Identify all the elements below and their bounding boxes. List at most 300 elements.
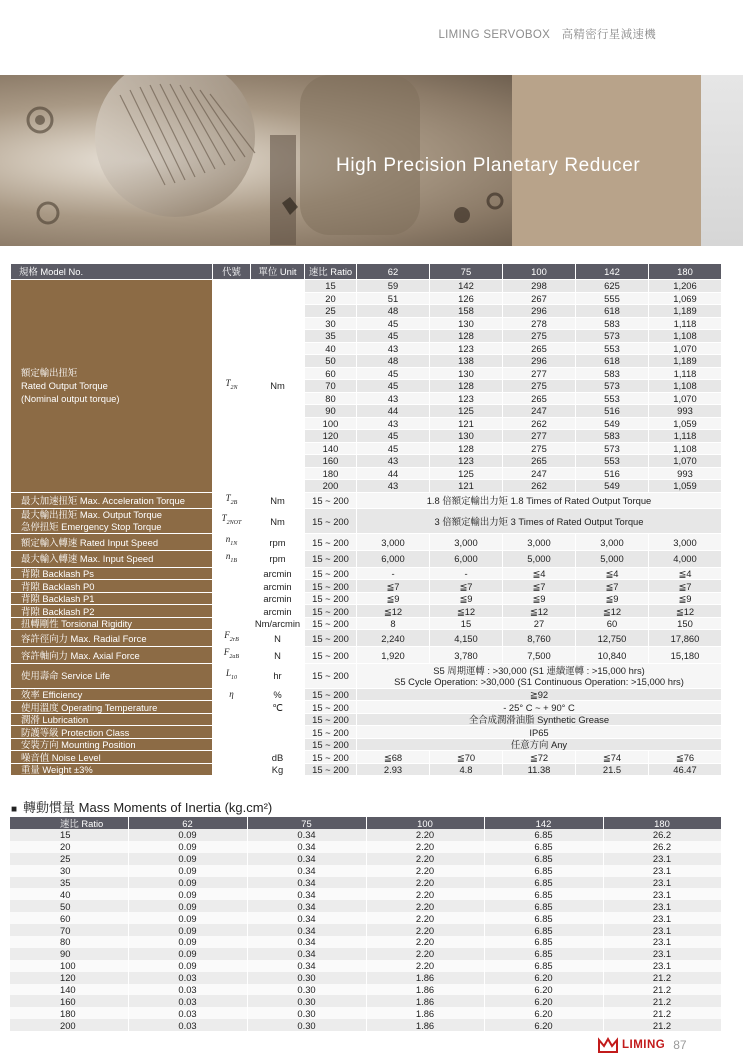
spec-value: - <box>430 567 503 580</box>
inertia-cell: 120 <box>10 972 128 984</box>
inertia-cell: 0.09 <box>128 948 247 960</box>
spec-unit: rpm <box>251 534 305 551</box>
ratio-cell: 15 ~ 200 <box>305 492 357 509</box>
torque-value: 516 <box>576 405 649 418</box>
torque-value: 275 <box>503 330 576 343</box>
torque-value: 121 <box>430 480 503 493</box>
service-life-value: S5 周期運轉 : >30,000 (S1 連續運轉 : >15,000 hrs) S5 Cycle Operation: >30,000 (S1 Continuous Operation: >15,000 hrs) <box>357 663 722 688</box>
inertia-row <box>10 960 721 972</box>
spec-value: 3,780 <box>430 647 503 664</box>
summary-symbol <box>213 738 251 751</box>
torque-value: 265 <box>503 392 576 405</box>
ratio-cell: 200 <box>305 480 357 493</box>
inertia-cell: 0.03 <box>128 1019 247 1031</box>
torque-value: 1,070 <box>649 455 722 468</box>
accel-unit: Nm <box>251 492 305 509</box>
torque-value: 1,189 <box>649 355 722 368</box>
torque-value: 125 <box>430 467 503 480</box>
col-model: 規格 Model No. <box>11 264 213 280</box>
spec-label: 容許軸向力 Max. Axial Force <box>11 647 213 664</box>
torque-value: 573 <box>576 442 649 455</box>
inertia-cell: 1.86 <box>366 984 484 996</box>
torque-value: 125 <box>430 405 503 418</box>
spec-value: ≦4 <box>576 567 649 580</box>
ratio-cell: 40 <box>305 342 357 355</box>
weight-value: 21.5 <box>576 763 649 776</box>
ratio-cell: 50 <box>305 355 357 368</box>
inertia-cell: 1.86 <box>366 1019 484 1031</box>
summary-row <box>11 701 722 714</box>
torque-value: 43 <box>357 392 430 405</box>
inertia-cell: 2.20 <box>366 829 484 841</box>
inertia-cell: 2.20 <box>366 924 484 936</box>
inertia-col-header: 75 <box>247 817 366 829</box>
ratio-cell: 160 <box>305 455 357 468</box>
ratio-cell: 15 ~ 200 <box>305 551 357 568</box>
summary-value: 全合成潤滑油脂 Synthetic Grease <box>357 713 722 726</box>
summary-row <box>11 738 722 751</box>
spec-value: 150 <box>649 617 722 630</box>
torque-value: 45 <box>357 442 430 455</box>
inertia-cell: 20 <box>10 841 128 853</box>
page-footer <box>598 1037 687 1053</box>
spec-value: 17,860 <box>649 630 722 647</box>
spec-unit: arcmin <box>251 592 305 605</box>
torque-value: 128 <box>430 330 503 343</box>
spec-label: 容許徑向力 Max. Radial Force <box>11 630 213 647</box>
torque-value: 123 <box>430 392 503 405</box>
torque-value: 265 <box>503 342 576 355</box>
inertia-cell: 15 <box>10 829 128 841</box>
inertia-cell: 23.1 <box>603 865 721 877</box>
inertia-col-header: 180 <box>603 817 721 829</box>
inertia-row <box>10 829 721 841</box>
torque-value: 138 <box>430 355 503 368</box>
weight-value: 2.93 <box>357 763 430 776</box>
spec-value: ≦4 <box>649 567 722 580</box>
torque-unit: Nm <box>251 280 305 493</box>
spec-value: 27 <box>503 617 576 630</box>
spec-value: 60 <box>576 617 649 630</box>
torque-value: 1,108 <box>649 442 722 455</box>
ratio-cell: 140 <box>305 442 357 455</box>
inertia-cell: 0.09 <box>128 841 247 853</box>
inertia-row <box>10 924 721 936</box>
inertia-cell: 50 <box>10 900 128 912</box>
inertia-cell: 6.85 <box>484 865 603 877</box>
noise-row <box>11 751 722 764</box>
ratio-cell: 120 <box>305 430 357 443</box>
header-brand: LIMING SERVOBOX <box>438 29 551 41</box>
inertia-cell: 0.34 <box>247 829 366 841</box>
inertia-cell: 23.1 <box>603 900 721 912</box>
spec-value: ≦12 <box>576 605 649 618</box>
spec-value: ≦4 <box>503 567 576 580</box>
inertia-cell: 0.09 <box>128 865 247 877</box>
inertia-cell: 2.20 <box>366 853 484 865</box>
rated-torque-label: 額定輸出扭矩 Rated Output Torque (Nominal output torque) <box>11 280 213 493</box>
noise-value: ≦72 <box>503 751 576 764</box>
spec-symbol: $n_{1N}$ <box>213 534 251 551</box>
inertia-cell: 2.20 <box>366 900 484 912</box>
torque-row <box>11 280 722 293</box>
spec-unit: N <box>251 630 305 647</box>
col-code: 代號 <box>213 264 251 280</box>
spec-label: 背隙 Backlash Ps <box>11 567 213 580</box>
torque-value: 553 <box>576 455 649 468</box>
summary-symbol <box>213 726 251 739</box>
inertia-cell: 35 <box>10 877 128 889</box>
banner-edge <box>701 75 743 246</box>
spec-value: ≦12 <box>430 605 503 618</box>
torque-value: 48 <box>357 355 430 368</box>
inertia-cell: 23.1 <box>603 888 721 900</box>
torque-value: 993 <box>649 467 722 480</box>
spec-value: 4,000 <box>649 551 722 568</box>
inertia-cell: 23.1 <box>603 948 721 960</box>
inertia-cell: 30 <box>10 865 128 877</box>
spec-value: ≦12 <box>649 605 722 618</box>
spec-value: 6,000 <box>357 551 430 568</box>
inertia-cell: 0.34 <box>247 948 366 960</box>
inertia-cell: 80 <box>10 936 128 948</box>
summary-symbol <box>213 701 251 714</box>
inertia-cell: 23.1 <box>603 936 721 948</box>
ratio-cell: 80 <box>305 392 357 405</box>
torque-value: 618 <box>576 305 649 318</box>
spec-row <box>11 551 722 568</box>
ratio-cell: 15 ~ 200 <box>305 580 357 593</box>
weight-symbol <box>213 763 251 776</box>
inertia-cell: 6.20 <box>484 972 603 984</box>
max-output-label: 最大輸出扭矩 Max. Output Torque 急停扭矩 Emergency Stop Torque <box>11 509 213 534</box>
spec-value: 5,000 <box>503 551 576 568</box>
spec-label: 背隙 Backlash P0 <box>11 580 213 593</box>
summary-value: - 25° C ~ + 90° C <box>357 701 722 714</box>
inertia-cell: 0.09 <box>128 936 247 948</box>
col-ratio: 速比 Ratio <box>305 264 357 280</box>
spec-table <box>10 263 722 776</box>
inertia-cell: 2.20 <box>366 877 484 889</box>
inertia-row <box>10 972 721 984</box>
spec-value: ≦7 <box>357 580 430 593</box>
ratio-cell: 15 ~ 200 <box>305 738 357 751</box>
summary-row <box>11 726 722 739</box>
inertia-cell: 0.30 <box>247 995 366 1007</box>
torque-value: 44 <box>357 467 430 480</box>
summary-value: 任意方向 Any <box>357 738 722 751</box>
ratio-cell: 15 ~ 200 <box>305 763 357 776</box>
col-model-size: 75 <box>430 264 503 280</box>
ratio-cell: 15 ~ 200 <box>305 701 357 714</box>
inertia-cell: 160 <box>10 995 128 1007</box>
spec-value: 3,000 <box>576 534 649 551</box>
inertia-col-header: 142 <box>484 817 603 829</box>
square-bullet-icon: ■ <box>11 804 18 815</box>
inertia-cell: 70 <box>10 924 128 936</box>
inertia-cell: 0.34 <box>247 853 366 865</box>
inertia-cell: 23.1 <box>603 924 721 936</box>
service-life-row <box>11 663 722 688</box>
inertia-cell: 0.03 <box>128 995 247 1007</box>
ratio-cell: 15 ~ 200 <box>305 509 357 534</box>
inertia-col-header: 62 <box>128 817 247 829</box>
inertia-cell: 21.2 <box>603 984 721 996</box>
inertia-cell: 0.09 <box>128 924 247 936</box>
torque-value: 553 <box>576 342 649 355</box>
ratio-cell: 15 ~ 200 <box>305 617 357 630</box>
summary-label: 防護等級 Protection Class <box>11 726 213 739</box>
torque-value: 583 <box>576 430 649 443</box>
accel-row <box>11 492 722 509</box>
torque-value: 45 <box>357 330 430 343</box>
torque-value: 277 <box>503 367 576 380</box>
spec-row <box>11 567 722 580</box>
inertia-cell: 180 <box>10 1007 128 1019</box>
summary-unit <box>251 713 305 726</box>
ratio-cell: 25 <box>305 305 357 318</box>
inertia-cell: 0.34 <box>247 924 366 936</box>
torque-value: 1,108 <box>649 330 722 343</box>
inertia-cell: 1.86 <box>366 972 484 984</box>
spec-value: ≦7 <box>576 580 649 593</box>
inertia-cell: 60 <box>10 912 128 924</box>
ratio-cell: 15 ~ 200 <box>305 726 357 739</box>
spec-value: ≦9 <box>430 592 503 605</box>
torque-value: 45 <box>357 317 430 330</box>
torque-value: 296 <box>503 305 576 318</box>
spec-row <box>11 647 722 664</box>
inertia-cell: 0.34 <box>247 960 366 972</box>
torque-value: 45 <box>357 430 430 443</box>
inertia-cell: 26.2 <box>603 841 721 853</box>
spec-value: ≦7 <box>503 580 576 593</box>
accel-label: 最大加速扭矩 Max. Acceleration Torque <box>11 492 213 509</box>
col-model-size: 180 <box>649 264 722 280</box>
torque-symbol: $T_{2N}$ <box>213 280 251 493</box>
summary-label: 效率 Efficiency <box>11 688 213 701</box>
inertia-cell: 200 <box>10 1019 128 1031</box>
ratio-cell: 15 ~ 200 <box>305 605 357 618</box>
inertia-row <box>10 888 721 900</box>
torque-value: 993 <box>649 405 722 418</box>
torque-value: 48 <box>357 305 430 318</box>
inertia-cell: 6.85 <box>484 877 603 889</box>
service-life-unit: hr <box>251 663 305 688</box>
inertia-cell: 6.85 <box>484 960 603 972</box>
inertia-col-header: 速比 Ratio <box>10 817 128 829</box>
inertia-cell: 26.2 <box>603 829 721 841</box>
summary-unit <box>251 726 305 739</box>
spec-unit: rpm <box>251 551 305 568</box>
summary-value: ≧92 <box>357 688 722 701</box>
service-life-label: 使用壽命 Service Life <box>11 663 213 688</box>
spec-value: ≦9 <box>357 592 430 605</box>
torque-value: 265 <box>503 455 576 468</box>
noise-unit: dB <box>251 751 305 764</box>
inertia-cell: 2.20 <box>366 865 484 877</box>
max-output-row <box>11 509 722 534</box>
torque-value: 142 <box>430 280 503 293</box>
summary-value: IP65 <box>357 726 722 739</box>
inertia-cell: 6.85 <box>484 841 603 853</box>
inertia-cell: 0.34 <box>247 877 366 889</box>
spec-value: 3,000 <box>430 534 503 551</box>
torque-value: 549 <box>576 480 649 493</box>
accel-value: 1.8 倍額定輸出力矩 1.8 Times of Rated Output Torque <box>357 492 722 509</box>
footer-brand: LIMING <box>622 1039 666 1051</box>
inertia-cell: 2.20 <box>366 912 484 924</box>
ratio-cell: 15 ~ 200 <box>305 647 357 664</box>
torque-value: 43 <box>357 480 430 493</box>
torque-value: 1,118 <box>649 430 722 443</box>
col-model-size: 100 <box>503 264 576 280</box>
torque-value: 549 <box>576 417 649 430</box>
max-output-symbol: $T_{2NOT}$ <box>213 509 251 534</box>
spec-row <box>11 630 722 647</box>
torque-value: 45 <box>357 367 430 380</box>
torque-value: 128 <box>430 442 503 455</box>
spec-value: 3,000 <box>503 534 576 551</box>
torque-value: 275 <box>503 380 576 393</box>
spec-symbol: $F_{2rB}$ <box>213 630 251 647</box>
spec-symbol <box>213 617 251 630</box>
service-life-symbol: $L_{10}$ <box>213 663 251 688</box>
torque-value: 1,118 <box>649 317 722 330</box>
inertia-cell: 0.09 <box>128 960 247 972</box>
spec-value: 1,920 <box>357 647 430 664</box>
summary-row <box>11 713 722 726</box>
ratio-cell: 90 <box>305 405 357 418</box>
col-unit: 單位 Unit <box>251 264 305 280</box>
spec-header-row <box>11 264 722 280</box>
spec-value: ≦12 <box>503 605 576 618</box>
torque-value: 267 <box>503 292 576 305</box>
inertia-cell: 6.20 <box>484 1019 603 1031</box>
inertia-row <box>10 900 721 912</box>
torque-value: 583 <box>576 317 649 330</box>
torque-value: 262 <box>503 480 576 493</box>
spec-symbol <box>213 567 251 580</box>
spec-value: ≦7 <box>649 580 722 593</box>
inertia-cell: 23.1 <box>603 877 721 889</box>
page-header <box>0 26 656 42</box>
weight-value: 46.47 <box>649 763 722 776</box>
spec-value: 12,750 <box>576 630 649 647</box>
torque-value: 1,118 <box>649 367 722 380</box>
torque-value: 1,069 <box>649 292 722 305</box>
inertia-cell: 23.1 <box>603 912 721 924</box>
inertia-cell: 0.03 <box>128 972 247 984</box>
spec-value: 15,180 <box>649 647 722 664</box>
torque-value: 121 <box>430 417 503 430</box>
torque-value: 277 <box>503 430 576 443</box>
summary-unit <box>251 738 305 751</box>
inertia-cell: 0.09 <box>128 900 247 912</box>
inertia-cell: 21.2 <box>603 1007 721 1019</box>
spec-value: 7,500 <box>503 647 576 664</box>
torque-value: 130 <box>430 317 503 330</box>
inertia-row <box>10 853 721 865</box>
ratio-cell: 100 <box>305 417 357 430</box>
torque-value: 126 <box>430 292 503 305</box>
weight-label: 重量 Weight ±3% <box>11 763 213 776</box>
inertia-cell: 0.34 <box>247 936 366 948</box>
spec-value: 6,000 <box>430 551 503 568</box>
banner <box>0 75 701 246</box>
summary-symbol <box>213 713 251 726</box>
torque-value: 45 <box>357 380 430 393</box>
torque-value: 43 <box>357 455 430 468</box>
inertia-cell: 0.34 <box>247 865 366 877</box>
inertia-cell: 0.09 <box>128 829 247 841</box>
spec-value: 8,760 <box>503 630 576 647</box>
spec-symbol <box>213 605 251 618</box>
summary-unit: % <box>251 688 305 701</box>
inertia-cell: 0.09 <box>128 853 247 865</box>
torque-value: 247 <box>503 467 576 480</box>
torque-value: 625 <box>576 280 649 293</box>
spec-symbol: $F_{2aB}$ <box>213 647 251 664</box>
inertia-row <box>10 1019 721 1031</box>
spec-symbol: $n_{1B}$ <box>213 551 251 568</box>
inertia-row <box>10 995 721 1007</box>
inertia-cell: 21.2 <box>603 995 721 1007</box>
ratio-cell: 15 ~ 200 <box>305 663 357 688</box>
weight-row <box>11 763 722 776</box>
torque-value: 296 <box>503 355 576 368</box>
inertia-cell: 6.85 <box>484 924 603 936</box>
torque-value: 555 <box>576 292 649 305</box>
inertia-cell: 1.86 <box>366 1007 484 1019</box>
inertia-cell: 6.85 <box>484 888 603 900</box>
inertia-row <box>10 912 721 924</box>
spec-value: 2,240 <box>357 630 430 647</box>
page-number: 87 <box>673 1038 687 1052</box>
torque-value: 573 <box>576 380 649 393</box>
torque-value: 1,070 <box>649 342 722 355</box>
spec-unit: arcmin <box>251 605 305 618</box>
spec-value: - <box>357 567 430 580</box>
liming-logo-icon <box>598 1037 618 1053</box>
spec-value: 8 <box>357 617 430 630</box>
inertia-row <box>10 877 721 889</box>
inertia-header-row <box>10 817 721 829</box>
max-output-value: 3 倍額定輸出力矩 3 Times of Rated Output Torque <box>357 509 722 534</box>
torque-value: 1,070 <box>649 392 722 405</box>
noise-label: 噪音值 Noise Level <box>11 751 213 764</box>
spec-row <box>11 605 722 618</box>
torque-value: 262 <box>503 417 576 430</box>
spec-label: 扭轉剛性 Torsional Rigidity <box>11 617 213 630</box>
inertia-cell: 6.20 <box>484 984 603 996</box>
ratio-cell: 60 <box>305 367 357 380</box>
inertia-cell: 6.85 <box>484 936 603 948</box>
noise-value: ≦76 <box>649 751 722 764</box>
torque-value: 123 <box>430 455 503 468</box>
inertia-cell: 25 <box>10 853 128 865</box>
summary-label: 潤滑 Lubrication <box>11 713 213 726</box>
weight-unit: Kg <box>251 763 305 776</box>
weight-value: 11.38 <box>503 763 576 776</box>
noise-value: ≦68 <box>357 751 430 764</box>
torque-value: 278 <box>503 317 576 330</box>
torque-value: 1,059 <box>649 417 722 430</box>
spec-symbol <box>213 580 251 593</box>
torque-value: 553 <box>576 392 649 405</box>
inertia-cell: 2.20 <box>366 841 484 853</box>
ratio-cell: 30 <box>305 317 357 330</box>
